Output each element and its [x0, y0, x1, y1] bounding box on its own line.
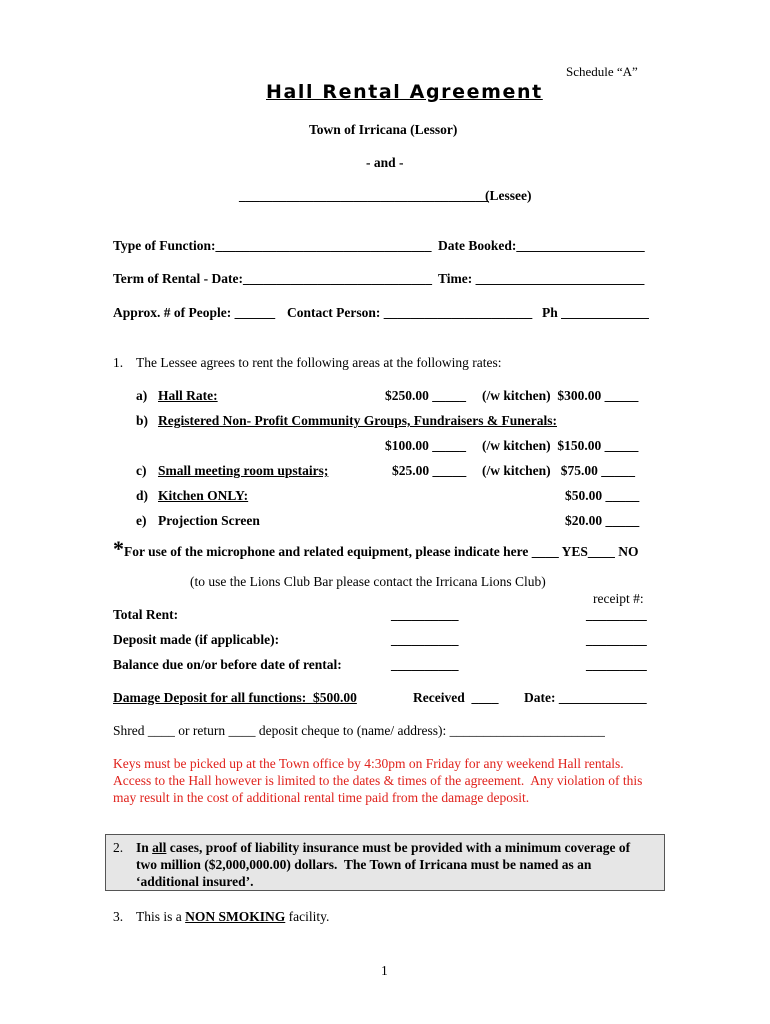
rate-label-hall: Hall Rate: [158, 388, 218, 403]
approx-people-field[interactable]: Approx. # of People: ______ [113, 305, 276, 320]
rate-label-projection: Projection Screen [158, 513, 260, 528]
receipt-label: receipt #: [593, 591, 644, 606]
rate-letter-b: b) [136, 413, 149, 428]
section3-text: This is a NON SMOKING facility. [136, 909, 330, 924]
deposit-blank[interactable]: __________ [391, 632, 459, 647]
damage-deposit-label: Damage Deposit for all functions: $500.00 [113, 690, 357, 705]
section2-line1: In all cases, proof of liability insurance must be provided with a minimum coverage of [136, 840, 631, 855]
lessor-line: Town of Irricana (Lessor) [309, 122, 458, 137]
balance-blank[interactable]: __________ [391, 657, 459, 672]
total-rent-blank[interactable]: __________ [391, 607, 459, 622]
section3-number: 3. [113, 909, 124, 924]
total-rent-label: Total Rent: [113, 607, 179, 622]
page-number: 1 [381, 963, 388, 978]
rate-price-hall[interactable]: $250.00 _____ [385, 388, 466, 403]
rate-letter-a: a) [136, 388, 148, 403]
rate-label-kitchen-only: Kitchen ONLY: [158, 488, 249, 503]
lions-club-note: (to use the Lions Club Bar please contact the Irricana Lions Club) [190, 574, 546, 589]
rate-letter-e: e) [136, 513, 147, 528]
date-booked-field[interactable]: Date Booked:___________________ [438, 238, 645, 253]
keys-notice-line3: may result in the cost of additional rental time paid from the damage deposit. [113, 790, 530, 805]
document-title: Hall Rental Agreement [266, 81, 543, 103]
section2-line3: ‘additional insured’. [136, 874, 254, 889]
shred-or-return-line[interactable]: Shred ____ or return ____ deposit cheque to (name/ address): _______________________ [113, 723, 605, 738]
rate-kitchen-meeting-room[interactable]: (/w kitchen) $75.00 _____ [482, 463, 635, 478]
non-smoking-emphasis: NON SMOKING [185, 909, 286, 924]
section2-all-emphasis: all [152, 840, 167, 855]
section2-number: 2. [113, 840, 124, 855]
received-date-field[interactable]: Date: _____________ [524, 690, 647, 705]
microphone-line[interactable]: For use of the microphone and related equipment, please indicate here ____ YES____ NO [124, 544, 639, 559]
lessee-label: (Lessee) [485, 188, 532, 203]
balance-receipt[interactable]: _________ [586, 657, 647, 672]
balance-label: Balance due on/or before date of rental: [113, 657, 342, 672]
phone-field[interactable]: Ph _____________ [542, 305, 649, 320]
deposit-receipt[interactable]: _________ [586, 632, 647, 647]
keys-notice-line1: Keys must be picked up at the Town office by 4:30pm on Friday for any weekend Hall rentals. [113, 756, 624, 771]
rate-letter-d: d) [136, 488, 149, 503]
rate-price-nonprofit[interactable]: $100.00 _____ [385, 438, 466, 453]
rate-letter-c: c) [136, 463, 147, 478]
type-of-function-field[interactable]: Type of Function:________________________________ [113, 238, 432, 253]
schedule-label: Schedule “A” [566, 64, 638, 79]
rate-kitchen-hall[interactable]: (/w kitchen) $300.00 _____ [482, 388, 639, 403]
time-field[interactable]: Time: _________________________ [438, 271, 645, 286]
section1-number: 1. [113, 355, 124, 370]
microphone-asterisk: * [113, 536, 124, 561]
rate-kitchen-only[interactable]: $50.00 _____ [565, 488, 640, 503]
contact-person-field[interactable]: Contact Person: ______________________ [287, 305, 533, 320]
rate-label-nonprofit: Registered Non- Profit Community Groups, Fundraisers & Funerals: [158, 413, 557, 428]
total-rent-receipt[interactable]: _________ [586, 607, 647, 622]
rate-projection[interactable]: $20.00 _____ [565, 513, 640, 528]
deposit-label: Deposit made (if applicable): [113, 632, 280, 647]
lessee-blank[interactable]: _____________________________________ [239, 188, 489, 203]
section2-line2: two million ($2,000,000.00) dollars. The Town of Irricana must be named as an [136, 857, 592, 872]
rate-kitchen-nonprofit[interactable]: (/w kitchen) $150.00 _____ [482, 438, 639, 453]
term-of-rental-field[interactable]: Term of Rental - Date:____________________________ [113, 271, 432, 286]
rate-price-meeting-room[interactable]: $25.00 _____ [392, 463, 467, 478]
keys-notice-line2: Access to the Hall however is limited to the dates & times of the agreement. Any violation of this [113, 773, 643, 788]
received-field[interactable]: Received ____ [413, 690, 499, 705]
and-line: - and - [366, 155, 404, 170]
rate-label-meeting-room: Small meeting room upstairs; [158, 463, 329, 478]
section1-intro: The Lessee agrees to rent the following areas at the following rates: [136, 355, 502, 370]
